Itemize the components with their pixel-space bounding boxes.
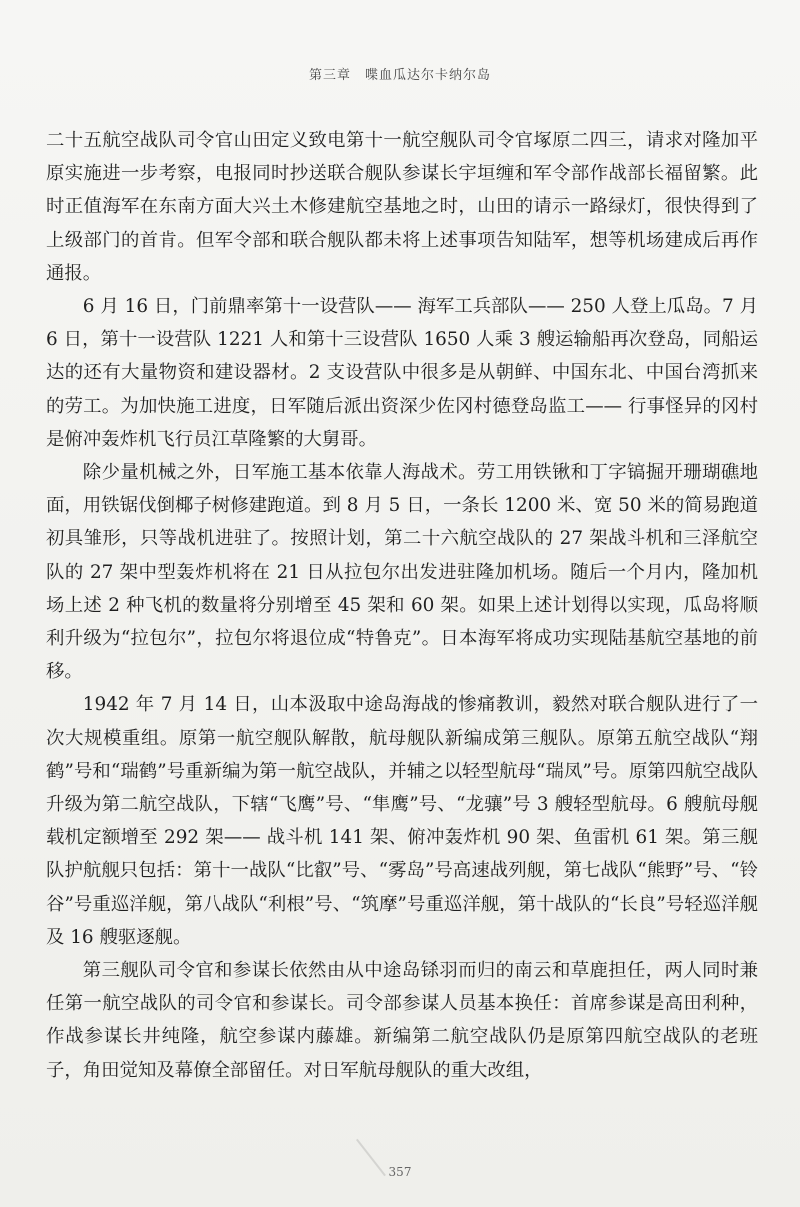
- running-head: 第三章 喋血瓜达尔卡纳尔岛: [308, 68, 491, 83]
- paragraph: 6 月 16 日，门前鼎率第十一设营队—— 海军工兵部队—— 250 人登上瓜岛。7 月 6 日，第十一设营队 1221 人和第十三设营队 1650 人乘 3 艘运输船再次登岛，同船运达的还有大量物资和建设器材。2 支设营队中很多是从朝鲜、中国东北、中国台湾抓来的劳工。为加快施工进度，日军随后派出资深少佐冈村德登岛监工—— 行事怪异的冈村是俯冲轰炸机飞行员江草隆繁的大舅哥。: [46, 296, 758, 450]
- paragraph: 第三舰队司令官和参谋长依然由从中途岛铩羽而归的南云和草鹿担任，两人同时兼任第一航空战队的司令官和参谋长。司令部参谋人员基本换任：首席参谋是高田利种，作战参谋长井纯隆，航空参谋内藤雄。新编第二航空战队仍是原第四航空战队的老班子，角田觉知及幕僚全部留任。对日军航母舰队的重大改组，: [46, 960, 758, 1081]
- body-text: [46, 124, 758, 1087]
- paragraph: 1942 年 7 月 14 日，山本汲取中途岛海战的惨痛教训，毅然对联合舰队进行了一次大规模重组。原第一航空舰队解散，航母舰队新编成第三舰队。原第五航空战队“翔鹤”号和“瑞鹤”号重新编为第一航空战队，并辅之以轻型航母“瑞凤”号。原第四航空战队升级为第二航空战队，下辖“飞鹰”号、“隼鹰”号、“龙骧”号 3 艘轻型航母。6 艘航母舰载机定额增至 292 架—— 战斗机 141 架、俯冲轰炸机 90 架、鱼雷机 61 架。第三舰队护航舰只包括：第十一战队“比叡”号、“雾岛”号高速战列舰，第七战队“熊野”号、“铃谷”号重巡洋舰，第八战队“利根”号、“筑摩”号重巡洋舰，第十战队的“长良”号轻巡洋舰及 16 艘驱逐舰。: [46, 694, 758, 948]
- paragraph: 除少量机械之外，日军施工基本依靠人海战术。劳工用铁锹和丁字镐掘开珊瑚礁地面，用铁锯伐倒椰子树修建跑道。到 8 月 5 日，一条长 1200 米、宽 50 米的简易跑道初具雏形，只等战机进驻了。按照计划，第二十六航空战队的 27 架战斗机和三泽航空队的 27 架中型轰炸机将在 21 日从拉包尔出发进驻隆加机场。随后一个月内，隆加机场上述 2 种飞机的数量将分别增至 45 架和 60 架。如果上述计划得以实现，瓜岛将顺利升级为“拉包尔”，拉包尔将退位成“特鲁克”。日本海军将成功实现陆基航空基地的前移。: [46, 462, 758, 683]
- paragraph: 二十五航空战队司令官山田定义致电第十一航空舰队司令官塚原二四三，请求对隆加平原实施进一步考察，电报同时抄送联合舰队参谋长宇垣缠和军令部作战部长福留繁。此时正值海军在东南方面大兴土木修建航空基地之时，山田的请示一路绿灯，很快得到了上级部门的首肯。但军令部和联合舰队都未将上述事项告知陆军，想等机场建成后再作通报。: [46, 130, 758, 284]
- page-number: 357: [388, 1165, 412, 1179]
